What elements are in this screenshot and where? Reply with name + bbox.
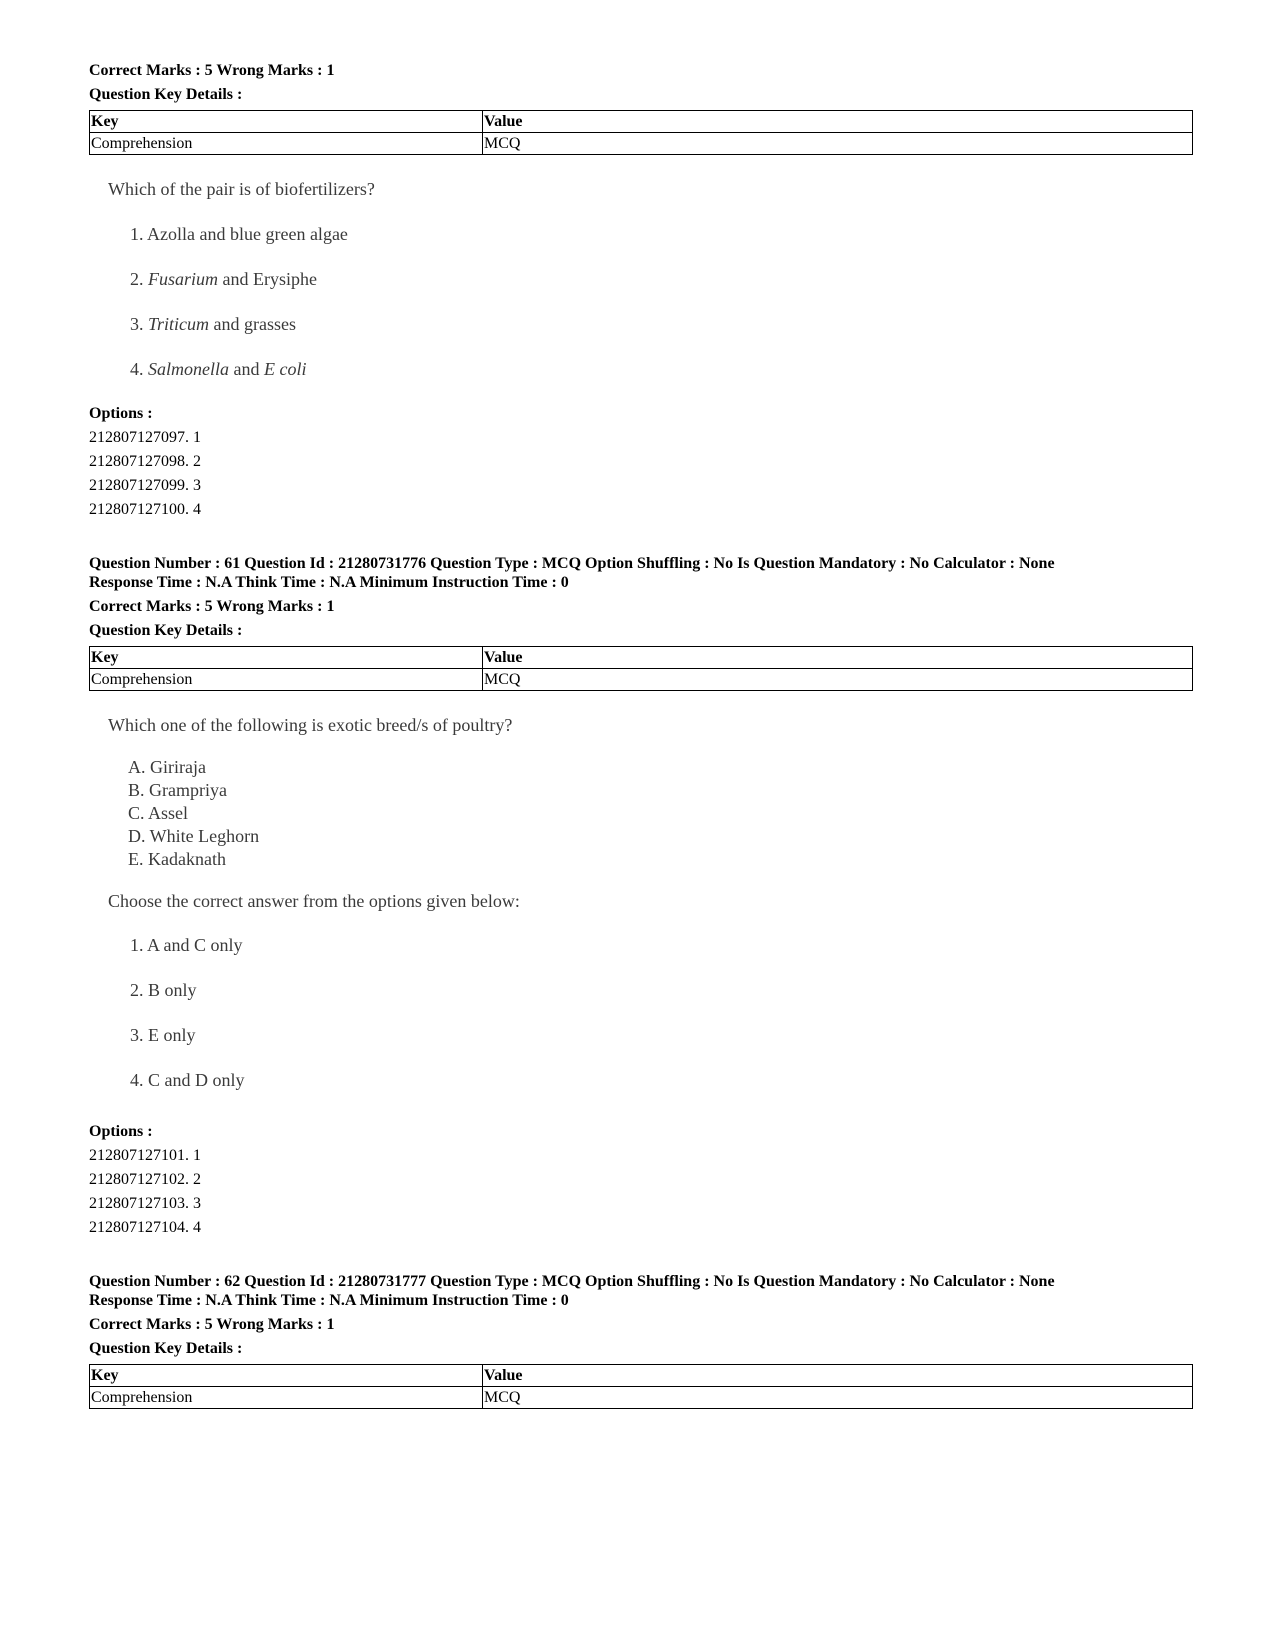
question-choice: 3. E only bbox=[130, 1025, 196, 1045]
question-statement: E. Kadaknath bbox=[128, 849, 226, 869]
key-details-label: Question Key Details : bbox=[89, 86, 243, 103]
question-header: Question Number : 61 Question Id : 21280731776 Question Type : MCQ Option Shuffling : No Is Question Mandatory : No Calculator : None bbox=[89, 555, 1055, 572]
question-stem: Which of the pair is of biofertilizers? bbox=[108, 179, 375, 199]
option-item: 212807127104. 4 bbox=[89, 1219, 201, 1236]
question-header: Question Number : 62 Question Id : 21280731777 Question Type : MCQ Option Shuffling : No Is Question Mandatory : No Calculator : None bbox=[89, 1273, 1055, 1290]
option-item: 212807127103. 3 bbox=[89, 1195, 201, 1212]
question-instruction: Choose the correct answer from the options given below: bbox=[108, 891, 520, 911]
table-header-row bbox=[90, 111, 1193, 133]
question-statement: C. Assel bbox=[128, 803, 189, 823]
table-head-value: Value bbox=[483, 647, 1193, 669]
question-choice: 1. A and C only bbox=[130, 935, 243, 955]
option-item: 212807127099. 3 bbox=[89, 477, 201, 494]
marks-line: Correct Marks : 5 Wrong Marks : 1 bbox=[89, 62, 335, 79]
option-item: 212807127097. 1 bbox=[89, 429, 201, 446]
options-label: Options : bbox=[89, 1123, 153, 1140]
table-cell-key: Comprehension bbox=[90, 133, 483, 155]
question-choice: 2. Fusarium and Erysiphe bbox=[130, 269, 317, 289]
question-choice: 4. Salmonella and E coli bbox=[130, 359, 307, 379]
key-details-label: Question Key Details : bbox=[89, 1340, 243, 1357]
table-cell-key: Comprehension bbox=[90, 669, 483, 691]
question-image bbox=[108, 714, 668, 1094]
question-statement: A. Giriraja bbox=[128, 757, 206, 777]
question-stem: Which one of the following is exotic breed/s of poultry? bbox=[108, 715, 513, 735]
question-statement: B. Grampriya bbox=[128, 780, 227, 800]
question-header-timing: Response Time : N.A Think Time : N.A Minimum Instruction Time : 0 bbox=[89, 574, 569, 591]
table-head-key: Key bbox=[90, 111, 483, 133]
marks-line: Correct Marks : 5 Wrong Marks : 1 bbox=[89, 1316, 335, 1333]
table-row bbox=[90, 669, 1193, 691]
table-cell-value: MCQ bbox=[483, 133, 1193, 155]
table-head-value: Value bbox=[483, 111, 1193, 133]
table-cell-value: MCQ bbox=[483, 669, 1193, 691]
table-row bbox=[90, 133, 1193, 155]
key-details-table bbox=[89, 1364, 1193, 1409]
options-label: Options : bbox=[89, 405, 153, 422]
question-image bbox=[108, 178, 528, 388]
option-item: 212807127101. 1 bbox=[89, 1147, 201, 1164]
question-choice: 1. Azolla and blue green algae bbox=[130, 224, 348, 244]
marks-line: Correct Marks : 5 Wrong Marks : 1 bbox=[89, 598, 335, 615]
table-header-row bbox=[90, 1365, 1193, 1387]
key-details-table bbox=[89, 110, 1193, 155]
option-item: 212807127100. 4 bbox=[89, 501, 201, 518]
question-choice: 2. B only bbox=[130, 980, 197, 1000]
table-head-key: Key bbox=[90, 647, 483, 669]
question-choice: 3. Triticum and grasses bbox=[130, 314, 296, 334]
question-header-timing: Response Time : N.A Think Time : N.A Minimum Instruction Time : 0 bbox=[89, 1292, 569, 1309]
table-cell-value: MCQ bbox=[483, 1387, 1193, 1409]
table-head-key: Key bbox=[90, 1365, 483, 1387]
table-header-row bbox=[90, 647, 1193, 669]
table-row bbox=[90, 1387, 1193, 1409]
key-details-label: Question Key Details : bbox=[89, 622, 243, 639]
table-cell-key: Comprehension bbox=[90, 1387, 483, 1409]
question-statement: D. White Leghorn bbox=[128, 826, 260, 846]
table-head-value: Value bbox=[483, 1365, 1193, 1387]
question-choice: 4. C and D only bbox=[130, 1070, 245, 1090]
key-details-table bbox=[89, 646, 1193, 691]
option-item: 212807127098. 2 bbox=[89, 453, 201, 470]
option-item: 212807127102. 2 bbox=[89, 1171, 201, 1188]
